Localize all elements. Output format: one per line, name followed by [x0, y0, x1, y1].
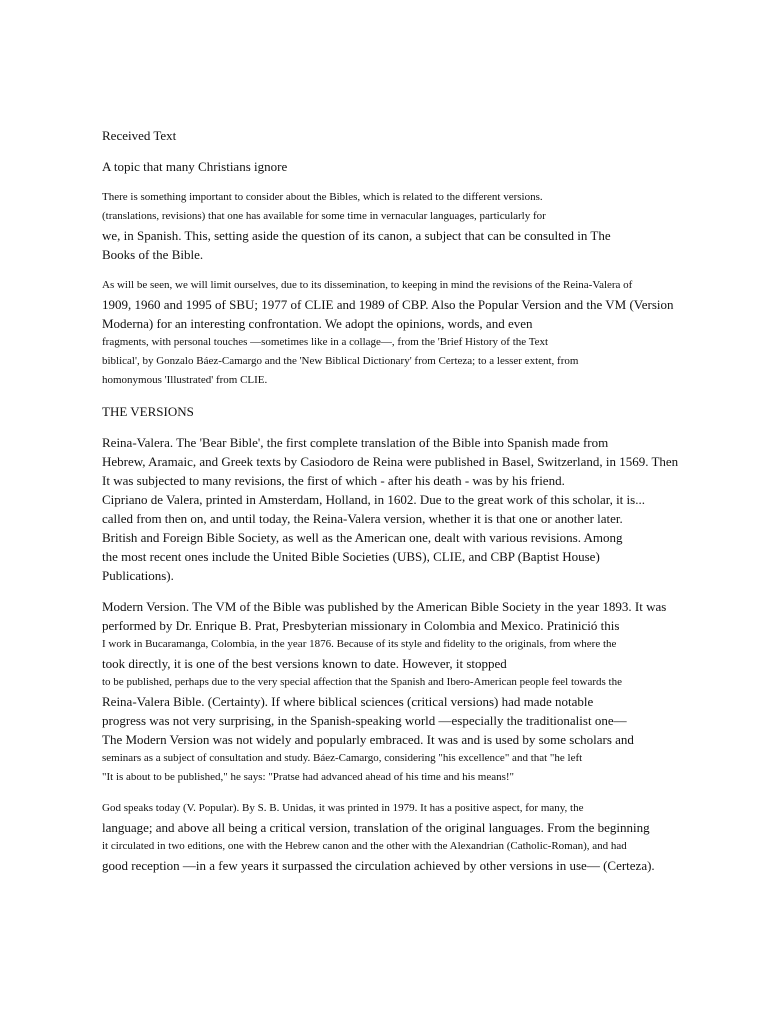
- text-line: progress was not very surprising, in the Spanish-speaking world —especially the traditionalist one—: [102, 713, 627, 728]
- paragraph: [102, 597, 712, 787]
- paragraph: [102, 188, 712, 264]
- text-line: seminars as a subject of consultation and study. Báez-Camargo, considering "his excellence" and that "he left: [102, 752, 583, 764]
- text-line: I work in Bucaramanga, Colombia, in the year 1876. Because of its style and fidelity to the originals, from where the: [102, 638, 617, 650]
- text-line: good reception —in a few years it surpassed the circulation achieved by other versions in use— (Certeza).: [102, 858, 655, 873]
- text-line: There is something important to consider about the Bibles, which is related to the different versions.: [102, 191, 543, 203]
- text-line: homonymous 'Illustrated' from CLIE.: [102, 374, 268, 386]
- text-line: took directly, it is one of the best versions known to date. However, it stopped: [102, 656, 507, 671]
- intro-text: [102, 188, 712, 390]
- paragraph: [102, 433, 712, 585]
- text-line: Modern Version. The VM of the Bible was published by the American Bible Society in the year 1893. It was: [102, 599, 667, 614]
- paragraph: [102, 276, 712, 390]
- text-line: (translations, revisions) that one has available for some time in vernacular languages, particularly for: [102, 210, 546, 222]
- text-line: Cipriano de Valera, printed in Amsterdam, Holland, in 1602. Due to the great work of this scholar, it is...: [102, 492, 645, 507]
- section-heading: THE VERSIONS: [102, 404, 194, 419]
- text-line: to be published, perhaps due to the very special affection that the Spanish and Ibero-American people feel towards the: [102, 676, 622, 688]
- text-line: Publications).: [102, 568, 174, 583]
- paragraph: [102, 799, 712, 875]
- text-line: The Modern Version was not widely and popularly embraced. It was and is used by some scholars and: [102, 732, 634, 747]
- text-line: 1909, 1960 and 1995 of SBU; 1977 of CLIE and 1989 of CBP. Also the Popular Version and the VM (Version: [102, 297, 674, 312]
- text-line: called from then on, and until today, the Reina-Valera version, whether it is that one or another later.: [102, 511, 623, 526]
- document-title: Received Text: [102, 128, 177, 143]
- text-line: it circulated in two editions, one with the Hebrew canon and the other with the Alexandrian (Catholic-Roman), and had: [102, 840, 627, 852]
- text-line: we, in Spanish. This, setting aside the question of its canon, a subject that can be consulted in The: [102, 228, 611, 243]
- text-line: "It is about to be published," he says: "Pratse had advanced ahead of his time and his means!": [102, 771, 515, 783]
- text-line: Moderna) for an interesting confrontation. We adopt the opinions, words, and even: [102, 316, 533, 331]
- text-line: As will be seen, we will limit ourselves, due to its dissemination, to keeping in mind the revisions of the Reina-Valera of: [102, 279, 633, 291]
- text-line: performed by Dr. Enrique B. Prat, Presbyterian missionary in Colombia and Mexico. Pratinició this: [102, 618, 620, 633]
- text-line: It was subjected to many revisions, the first of which - after his death - was by his friend.: [102, 473, 565, 488]
- text-line: Reina-Valera Bible. (Certainty). If where biblical sciences (critical versions) had made notable: [102, 694, 594, 709]
- sections-text: [102, 433, 712, 875]
- text-line: biblical', by Gonzalo Báez-Camargo and the 'New Biblical Dictionary' from Certeza; to a lesser extent, from: [102, 355, 579, 367]
- document-page: [102, 126, 712, 875]
- text-line: Hebrew, Aramaic, and Greek texts by Casiodoro de Reina were published in Basel, Switzerland, in 1569. Then: [102, 454, 679, 469]
- text-line: fragments, with personal touches —sometimes like in a collage—, from the 'Brief History of the Text: [102, 336, 549, 348]
- text-line: the most recent ones include the United Bible Societies (UBS), CLIE, and CBP (Baptist House): [102, 549, 600, 564]
- text-line: language; and above all being a critical version, translation of the original languages. From the beginning: [102, 820, 650, 835]
- text-line: Books of the Bible.: [102, 247, 204, 262]
- text-line: British and Foreign Bible Society, as well as the American one, dealt with various revisions. Among: [102, 530, 623, 545]
- text-line: God speaks today (V. Popular). By S. B. Unidas, it was printed in 1979. It has a positive aspect, for many, the: [102, 802, 584, 814]
- text-line: Reina-Valera. The 'Bear Bible', the first complete translation of the Bible into Spanish made from: [102, 435, 609, 450]
- document-subtitle: A topic that many Christians ignore: [102, 159, 288, 174]
